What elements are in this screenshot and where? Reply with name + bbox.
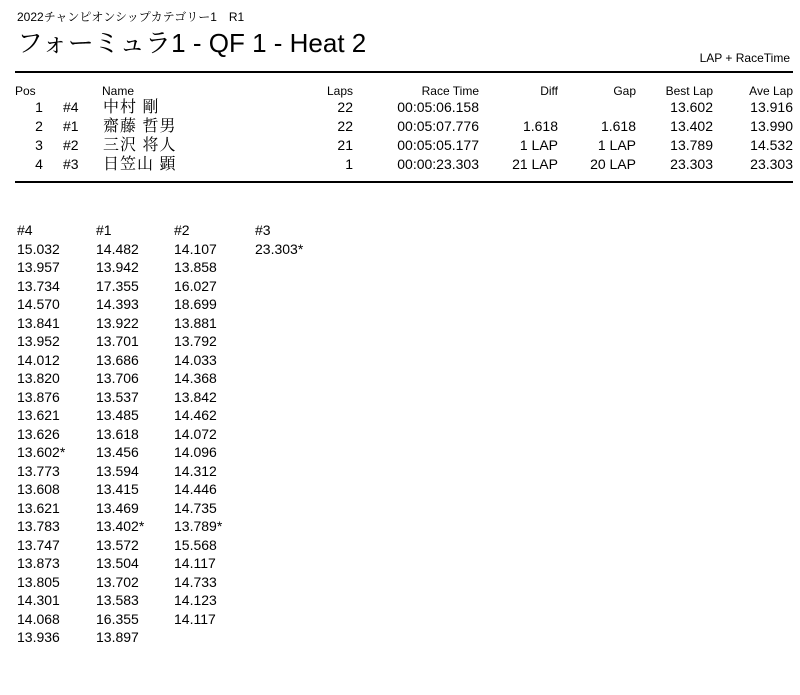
cell-gap: 1.618	[600, 118, 636, 134]
lap-time: 13.602*	[17, 444, 66, 460]
lap-time: 16.355	[96, 610, 139, 627]
lap-column-header: #3	[255, 222, 271, 238]
lap-time: 13.701	[96, 333, 139, 349]
cell-ave-lap: 13.916	[750, 99, 793, 115]
lap-time: 13.621	[17, 407, 60, 423]
col-header-best-lap: Best Lap	[665, 84, 713, 98]
col-header-laps: Laps	[326, 84, 353, 98]
col-header-name-text: Name	[102, 84, 135, 98]
lap-column-header: #4	[17, 222, 33, 238]
series-title: 2022チャンピオンシップカテゴリー1 R1	[17, 10, 245, 24]
cell-car-number: #3	[63, 156, 79, 172]
lap-time: 13.415	[96, 481, 139, 497]
lap-time: 14.446	[174, 481, 217, 497]
lap-time: 13.957	[17, 259, 60, 275]
lap-time: 13.897	[96, 629, 139, 645]
lap-time: 14.096	[174, 444, 217, 460]
col-header-name	[103, 82, 323, 98]
cell-gap: 20 LAP	[590, 156, 636, 172]
cell-best-lap: 13.789	[670, 137, 713, 153]
lap-time: 13.792	[174, 333, 217, 349]
lap-time: 14.068	[17, 610, 60, 627]
lap-time: 13.537	[96, 388, 139, 405]
lap-time: 15.568	[174, 536, 217, 553]
table-row	[15, 98, 793, 117]
col-header-gap: Gap	[613, 84, 636, 98]
lap-time: 14.012	[17, 351, 60, 368]
col-header-diff: Diff	[540, 84, 558, 98]
lap-time: 13.783	[17, 518, 60, 534]
lap-column	[96, 221, 144, 647]
lap-time: 14.301	[17, 592, 60, 608]
cell-ave-lap: 14.532	[750, 137, 793, 153]
lap-time: 18.699	[174, 296, 217, 312]
table-top-rule	[15, 71, 793, 73]
table-bottom-rule	[15, 181, 793, 183]
lap-time: 13.922	[96, 314, 139, 331]
lap-time: 13.858	[174, 259, 217, 275]
lap-time: 13.469	[96, 499, 139, 516]
lap-time: 13.702	[96, 573, 139, 590]
lap-time: 13.583	[96, 592, 139, 608]
col-header-race-time: Race Time	[421, 84, 479, 98]
lap-time: 13.402*	[96, 518, 145, 534]
cell-laps: 1	[345, 156, 353, 172]
table-row	[15, 117, 793, 136]
cell-driver-name: 齋藤 哲男	[103, 118, 177, 135]
cell-position: 2	[35, 118, 43, 134]
lap-time: 13.485	[96, 407, 139, 423]
cell-diff: 21 LAP	[512, 156, 558, 172]
lap-time: 13.773	[17, 462, 60, 479]
lap-time: 13.842	[174, 388, 217, 405]
lap-time: 13.594	[96, 462, 139, 479]
lap-time: 13.618	[96, 425, 139, 442]
cell-driver-name: 三沢 将人	[103, 137, 177, 154]
cell-car-number: #2	[63, 137, 79, 153]
lap-time: 13.942	[96, 259, 139, 275]
cell-laps: 21	[337, 137, 353, 153]
cell-driver-name: 中村 剛	[103, 99, 160, 116]
cell-position: 3	[35, 137, 43, 153]
lap-time: 14.117	[174, 555, 216, 571]
cell-diff: 1 LAP	[519, 137, 558, 153]
cell-race-time: 00:00:23.303	[397, 156, 479, 172]
results-header-row	[15, 82, 793, 98]
col-header-number	[63, 82, 103, 98]
lap-time: 13.747	[17, 536, 60, 553]
lap-time: 23.303*	[255, 240, 304, 257]
cell-laps: 22	[337, 118, 353, 134]
cell-best-lap: 13.602	[670, 99, 713, 115]
report-mode-label: LAP + RaceTime	[699, 51, 790, 65]
cell-gap: 1 LAP	[597, 137, 636, 153]
lap-time: 13.686	[96, 351, 139, 368]
lap-time: 14.733	[174, 573, 217, 590]
cell-car-number: #4	[63, 99, 79, 115]
lap-time: 13.789*	[174, 518, 223, 534]
cell-driver-name: 日笠山 顕	[103, 156, 177, 173]
lap-time: 13.820	[17, 370, 60, 386]
cell-position: 4	[35, 156, 43, 172]
lap-time: 14.107	[174, 240, 217, 257]
lap-time: 16.027	[174, 277, 217, 294]
lap-time: 13.881	[174, 314, 217, 331]
lap-time: 14.368	[174, 370, 217, 386]
lap-column-header: #2	[174, 222, 190, 238]
cell-best-lap: 13.402	[670, 118, 713, 134]
lap-time: 13.952	[17, 333, 60, 349]
cell-laps: 22	[337, 99, 353, 115]
lap-time: 13.706	[96, 370, 139, 386]
lap-time: 14.462	[174, 407, 217, 423]
cell-race-time: 00:05:06.158	[397, 99, 479, 115]
lap-time: 14.735	[174, 499, 217, 516]
cell-race-time: 00:05:05.177	[397, 137, 479, 153]
lap-time: 13.572	[96, 536, 139, 553]
lap-column	[255, 221, 303, 258]
lap-time: 13.876	[17, 388, 60, 405]
lap-time: 13.456	[96, 444, 139, 460]
lap-time: 14.123	[174, 592, 217, 608]
lap-time: 17.355	[96, 277, 139, 294]
cell-car-number: #1	[63, 118, 79, 134]
cell-best-lap: 23.303	[670, 156, 713, 172]
lap-column-header: #1	[96, 222, 112, 238]
lap-time: 14.312	[174, 462, 217, 479]
lap-time: 15.032	[17, 240, 60, 257]
table-row	[15, 155, 793, 174]
cell-ave-lap: 23.303	[750, 156, 793, 172]
lap-time: 13.841	[17, 314, 60, 331]
table-row	[15, 136, 793, 155]
lap-time: 13.805	[17, 573, 60, 590]
lap-time: 14.482	[96, 240, 139, 257]
cell-diff: 1.618	[522, 118, 558, 134]
lap-time: 14.570	[17, 296, 60, 312]
lap-time: 13.626	[17, 425, 60, 442]
cell-diff	[479, 98, 558, 117]
lap-time: 14.393	[96, 296, 139, 312]
lap-time: 14.033	[174, 351, 217, 368]
lap-time: 13.608	[17, 481, 60, 497]
page-title: フォーミュラ1 - QF 1 - Heat 2	[17, 28, 367, 58]
col-header-ave-lap: Ave Lap	[749, 84, 793, 98]
cell-ave-lap: 13.990	[750, 118, 793, 134]
cell-position: 1	[35, 99, 43, 115]
lap-time: 14.117	[174, 610, 216, 627]
lap-time: 13.621	[17, 499, 60, 516]
results-table	[15, 82, 793, 174]
lap-time: 13.936	[17, 629, 60, 645]
lap-time: 13.734	[17, 277, 60, 294]
lap-column	[17, 221, 65, 647]
cell-race-time: 00:05:07.776	[397, 118, 479, 134]
cell-gap	[558, 98, 636, 117]
lap-time: 14.072	[174, 425, 217, 442]
lap-column	[174, 221, 222, 628]
lap-time: 13.504	[96, 555, 139, 571]
col-header-pos: Pos	[15, 84, 36, 98]
lap-time: 13.873	[17, 555, 60, 571]
